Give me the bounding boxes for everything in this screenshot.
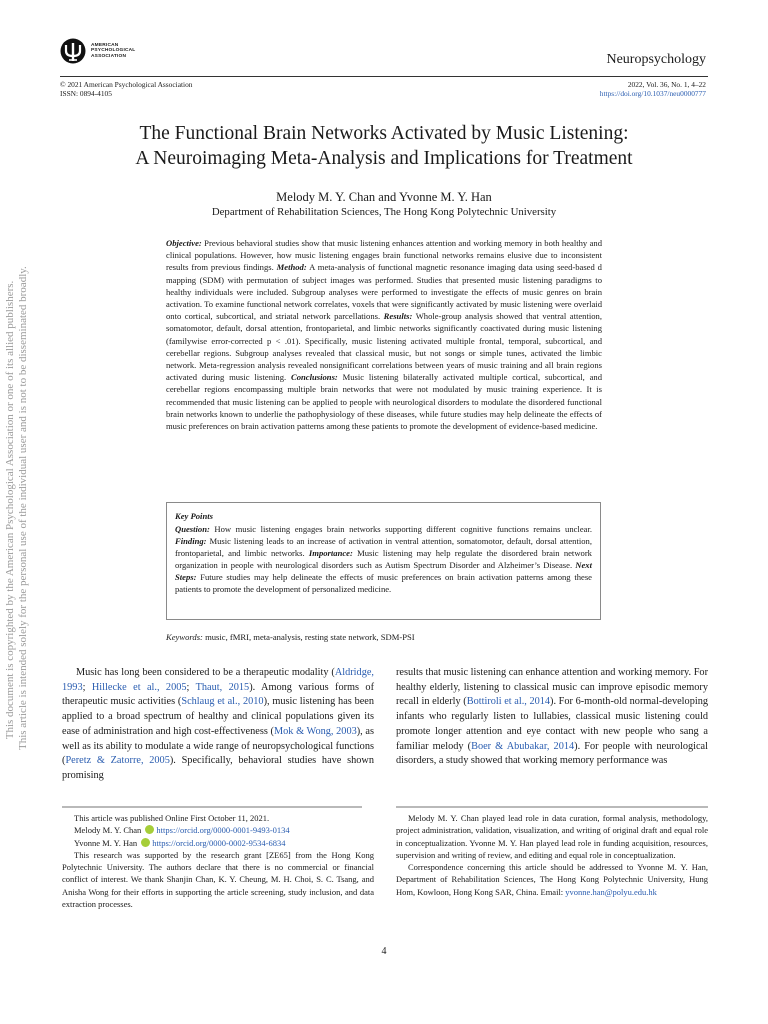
title-line-2: A Neuroimaging Meta-Analysis and Implications for Treatment: [135, 148, 633, 169]
finding-label: Finding:: [175, 536, 207, 546]
title-line-1: The Functional Brain Networks Activated by Music Listening:: [139, 123, 629, 144]
key-points-title: Key Points: [175, 511, 213, 521]
page-number: 4: [381, 946, 387, 957]
author-list: Melody M. Y. Chan and Yvonne M. Y. Han: [276, 190, 492, 204]
body-text: Music has long been considered to be a therapeutic modality (: [76, 667, 335, 678]
footnotes-right: [396, 812, 708, 898]
keywords: [166, 632, 602, 642]
issn-line: ISSN: 0894-4105: [60, 89, 112, 98]
keywords-value: music, fMRI, meta-analysis, resting state network, SDM-PSI: [205, 632, 415, 642]
question-text: How music listening engages brain networks supporting different cognitive functions remains unclear.: [214, 524, 592, 534]
body-text: ;: [82, 681, 92, 693]
logo-line: AMERICAN: [91, 42, 119, 48]
results-text: Whole-group analysis showed that ventral attention, somatomotor, default, dorsal attention, frontoparietal, and limbic networks significantly coactivated during music listening (familywise error-corrected p < .01). Specifically, music listening activated multiple frontal, temporal, subcortical, and cerebellar regions. Subgroup analyses revealed that classical music, but not songs or simple tunes, activated the limbic network. Meta-regression analysis revealed nonsignificant correlations between years of music training and all brain regions activated during music listening.: [166, 311, 602, 383]
body-text: ). Among various forms of therapeutic music activities (: [62, 681, 375, 708]
publisher-logo-text: [91, 43, 135, 60]
side-notice-line-1: This document is copyrighted by the American Psychological Association or one of its allied publishers.: [4, 280, 16, 740]
citation-link[interactable]: Peretz & Zatorre, 2005: [65, 755, 170, 767]
copyright-side-notice: [4, 266, 44, 750]
logo-line: ASSOCIATION: [91, 53, 127, 59]
footnote-divider: [62, 806, 708, 808]
body-text: ), as well as its ability to modulate a wide range of neuropsychological functions (: [62, 725, 374, 767]
email-link[interactable]: yvonne.han@polyu.edu.hk: [565, 886, 657, 897]
header-divider: [60, 76, 708, 77]
orcid-icon: [141, 838, 150, 847]
author-roles-note: Melody M. Y. Chan played lead role in data curation, formal analysis, methodology, project administration, validation, visualization, and writing of original draft and equal role in conceptualization. Yvonne M. Y. Han played lead role in funding acquisition, resources, supervision and writing of review, and editing and equal role in conceptualization.: [396, 813, 708, 860]
conclusions-label: Conclusions:: [290, 372, 338, 383]
copyright-info: [60, 80, 192, 98]
citation-link[interactable]: Aldridge, 1993: [62, 667, 374, 693]
side-notice-line-2: This article is intended solely for the personal use of the individual user and is not to be disseminated broadly.: [17, 266, 29, 750]
conclusions-text: Music listening bilaterally activated multiple cortical, subcortical, and cerebellar regions encompassing multiple brain networks that were not modulated by music training experience. It is recommended that music listening can be applied to people with neurological disorders to modulate the disordered functional brain networks known to underlie the pathophysiology of these diseases, while future studies may help delineate the effects of music preferences on brain activation patterns among these patients to promote the development of evidence-based medicine.: [166, 372, 602, 432]
objective-text: Previous behavioral studies show that music listening enhances attention and working memory in both healthy and clinical populations. However, how music listening engages brain functional networks remains elusive due to inconsistent results from previous findings.: [166, 238, 602, 273]
author-name: Melody M. Y. Chan: [74, 825, 142, 836]
question-label: Question:: [175, 524, 210, 534]
issue-info: [600, 80, 706, 98]
orcid-line-2: [62, 837, 374, 849]
key-points-body: [175, 523, 592, 595]
body-text: ;: [186, 681, 196, 693]
body-text: ). For 6-month-old normal-developing infants who regularly listen to lullabies, classical music listening could promote longer attention and eye contact with new people who sang a familiar melody (: [396, 696, 708, 752]
results-label: Results:: [383, 311, 413, 322]
next-steps-text: Future studies may help delineate the effects of music preferences on brain activation patterns among these patients to promote the development of personalized medicine.: [175, 572, 592, 594]
citation-link[interactable]: Mok & Wong, 2003: [273, 725, 357, 737]
citation-link[interactable]: Boer & Abubakar, 2014: [471, 740, 575, 752]
copyright-line: © 2021 American Psychological Association: [60, 80, 193, 89]
citation-link[interactable]: Schlaug et al., 2010: [181, 696, 264, 708]
citation-link[interactable]: Thaut, 2015: [195, 681, 250, 693]
volume-line: 2022, Vol. 36, No. 1, 4–22: [627, 80, 706, 89]
apa-psi-logo-icon: [60, 38, 86, 64]
affiliation: Department of Rehabilitation Sciences, The Hong Kong Polytechnic University: [211, 206, 557, 218]
author-name: Yvonne M. Y. Han: [74, 837, 138, 848]
orcid-link[interactable]: https://orcid.org/0000-0001-9493-0134: [156, 825, 290, 836]
journal-name: Neuropsychology: [606, 52, 706, 67]
body-text: results that music listening can enhance attention and working memory. For healthy elderly, listening to classical music can improve episodic memory recall in elderly (: [396, 667, 708, 708]
doi-link[interactable]: https://doi.org/10.1037/neu0000777: [599, 89, 706, 98]
correspondence-text: Correspondence concerning this article should be addressed to Yvonne M. Y. Han, Department of Rehabilitation Sciences, The Hong Kong Polytechnic University, Hung Hom, Kowloon, Hong Kong SAR, China. Email:: [396, 862, 708, 897]
orcid-line-1: [62, 824, 374, 836]
body-text: ), music listening has been applied to a broad spectrum of healthy and clinical populations given its ease of administration and high cost-effectiveness (: [62, 696, 375, 737]
objective-label: Objective:: [166, 238, 202, 248]
funding-note: This research was supported by the research grant [ZE65] from the Hong Kong Polytechnic University. The authors declare that there is no commercial or financial conflict of interest. We thank Shanjin Chan, K. Y. Cheung, M. H. Choi, S. C. Tsang, and Anisha Wong for their efforts in supporting the article screening, study inclusion, and data extraction processes.: [62, 849, 374, 910]
apa-logo: [60, 38, 135, 64]
article-title: [60, 121, 708, 171]
finding-text: Music listening leads to an increase of activation in ventral attention, somatomotor, default, dorsal attention, frontoparietal, and limbic networks.: [175, 536, 592, 558]
next-steps-label: Next Steps:: [175, 560, 592, 582]
body-column-left: [62, 666, 374, 784]
body-text: ). For people with neurological disorders, a study showed that working memory performance was: [396, 740, 708, 767]
keywords-label: Keywords:: [166, 632, 203, 642]
publication-date-note: This article was published Online First October 11, 2021.: [74, 813, 270, 823]
correspondence-note: [396, 861, 708, 898]
method-text: A meta-analysis of functional magnetic resonance imaging data using seed-based d mapping (SDM) with permutation of subject images was performed. Studies that presented music listening paradigms to healthy individuals were included. Subgroup analyses were performed to investigate the effects of music genres on brain activation. To examine functional network correlates, voxels that were significantly activated by music listening were overlaid onto cortical, subcortical, and striatal network parcellations.: [166, 262, 602, 322]
key-points-box: [166, 502, 601, 620]
orcid-icon: [145, 825, 154, 834]
logo-line: PSYCHOLOGICAL: [91, 48, 136, 54]
orcid-link[interactable]: https://orcid.org/0000-0002-9534-6834: [152, 837, 286, 848]
method-label: Method:: [276, 262, 307, 273]
importance-label: Importance:: [308, 548, 353, 558]
importance-text: Music listening may help regulate the disordered brain network organization in people with neurological disorders such as Autism Spectrum Disorder and Alzheimer’s Disease.: [175, 548, 592, 570]
abstract: [166, 237, 602, 432]
footnotes-left: [62, 812, 374, 910]
body-text: ). Specifically, behavioral studies have shown promising: [62, 755, 374, 781]
citation-link[interactable]: Bottiroli et al., 2014: [466, 696, 551, 708]
citation-link[interactable]: Hillecke et al., 2005: [91, 681, 187, 693]
body-column-right: [396, 666, 708, 769]
